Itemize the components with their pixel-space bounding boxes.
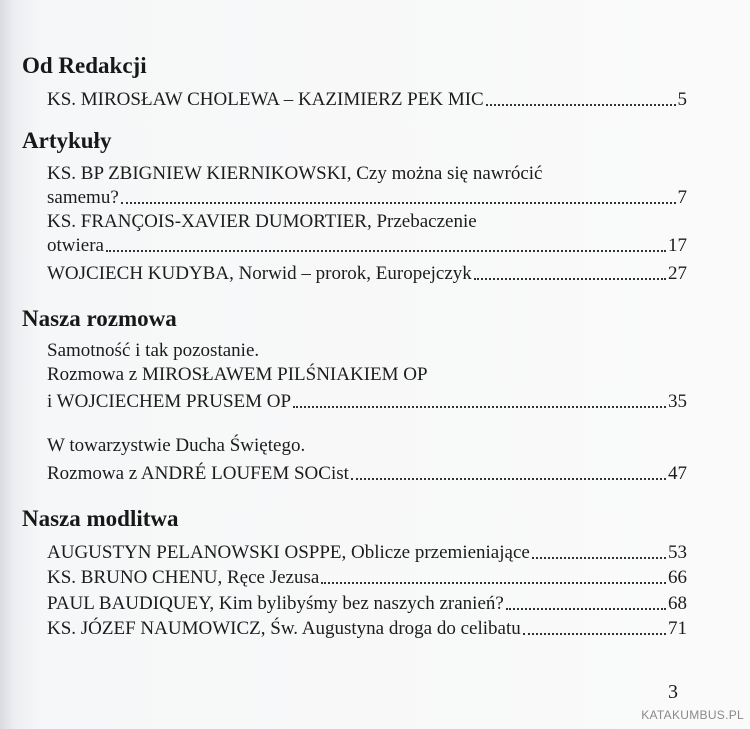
- toc-entry[interactable]: [47, 186, 687, 210]
- entry-text-line: KS. BP ZBIGNIEW KIERNIKOWSKI, Czy można się nawrócić: [47, 163, 543, 184]
- entry-page: 17: [668, 235, 687, 256]
- toc-entry[interactable]: [47, 262, 687, 286]
- entry-page: 5: [677, 89, 687, 110]
- entry-text-line: W towarzystwie Ducha Świętego.: [47, 435, 306, 456]
- toc-entry[interactable]: [47, 617, 687, 641]
- entry-page: 27: [668, 263, 687, 284]
- entry-page: 47: [668, 463, 687, 484]
- entry-text: samemu?: [47, 187, 119, 208]
- section-title-artykuly: Artykuły: [22, 128, 112, 153]
- toc-entry[interactable]: [47, 462, 687, 486]
- dot-leader: [523, 632, 666, 635]
- entry-text: AUGUSTYN PELANOWSKI OSPPE, Oblicze przemieniające: [47, 542, 530, 563]
- entry-text: WOJCIECH KUDYBA, Norwid – prorok, Europejczyk: [47, 263, 472, 284]
- dot-leader: [293, 405, 666, 408]
- entry-text: Rozmowa z ANDRÉ LOUFEM SOCist: [47, 463, 349, 484]
- entry-text: KS. BRUNO CHENU, Ręce Jezusa: [47, 567, 320, 588]
- entry-text-line: Samotność i tak pozostanie.: [47, 340, 260, 361]
- toc-entry[interactable]: [47, 234, 687, 258]
- entry-page: 53: [668, 542, 687, 563]
- section-title-nasza-rozmowa: Nasza rozmowa: [22, 306, 177, 331]
- entry-text: KS. JÓZEF NAUMOWICZ, Św. Augustyna droga do celibatu: [47, 618, 521, 639]
- dot-leader: [474, 277, 666, 280]
- dot-leader: [486, 103, 676, 106]
- page-number: 3: [668, 681, 678, 703]
- entry-page: 68: [668, 593, 687, 614]
- entry-text: otwiera: [47, 235, 104, 256]
- dot-leader: [506, 607, 666, 610]
- toc-entry[interactable]: [47, 541, 687, 565]
- entry-page: 35: [668, 391, 687, 412]
- entry-text-line: Rozmowa z MIROSŁAWEM PILŚNIAKIEM OP: [47, 364, 428, 385]
- entry-page: 7: [677, 187, 687, 208]
- toc-entry[interactable]: [47, 390, 687, 414]
- entry-text: i WOJCIECHEM PRUSEM OP: [47, 391, 292, 412]
- entry-text: KS. MIROSŁAW CHOLEWA – KAZIMIERZ PEK MIC: [47, 89, 484, 110]
- toc-entry[interactable]: [47, 566, 687, 590]
- dot-leader: [351, 477, 666, 480]
- section-title-od-redakcji: Od Redakcji: [22, 53, 147, 78]
- entry-page: 71: [668, 618, 687, 639]
- watermark: KATAKUMBUS.PL: [641, 708, 744, 722]
- entry-page: 66: [668, 567, 687, 588]
- dot-leader: [106, 249, 666, 252]
- toc-entry[interactable]: [47, 88, 687, 112]
- dot-leader: [121, 201, 676, 204]
- section-title-nasza-modlitwa: Nasza modlitwa: [22, 506, 179, 531]
- entry-text: PAUL BAUDIQUEY, Kim bylibyśmy bez naszych zranień?: [47, 593, 504, 614]
- toc-entry[interactable]: [47, 592, 687, 616]
- entry-text-line: KS. FRANÇOIS-XAVIER DUMORTIER, Przebaczenie: [47, 211, 477, 232]
- dot-leader: [321, 581, 666, 584]
- dot-leader: [532, 556, 666, 559]
